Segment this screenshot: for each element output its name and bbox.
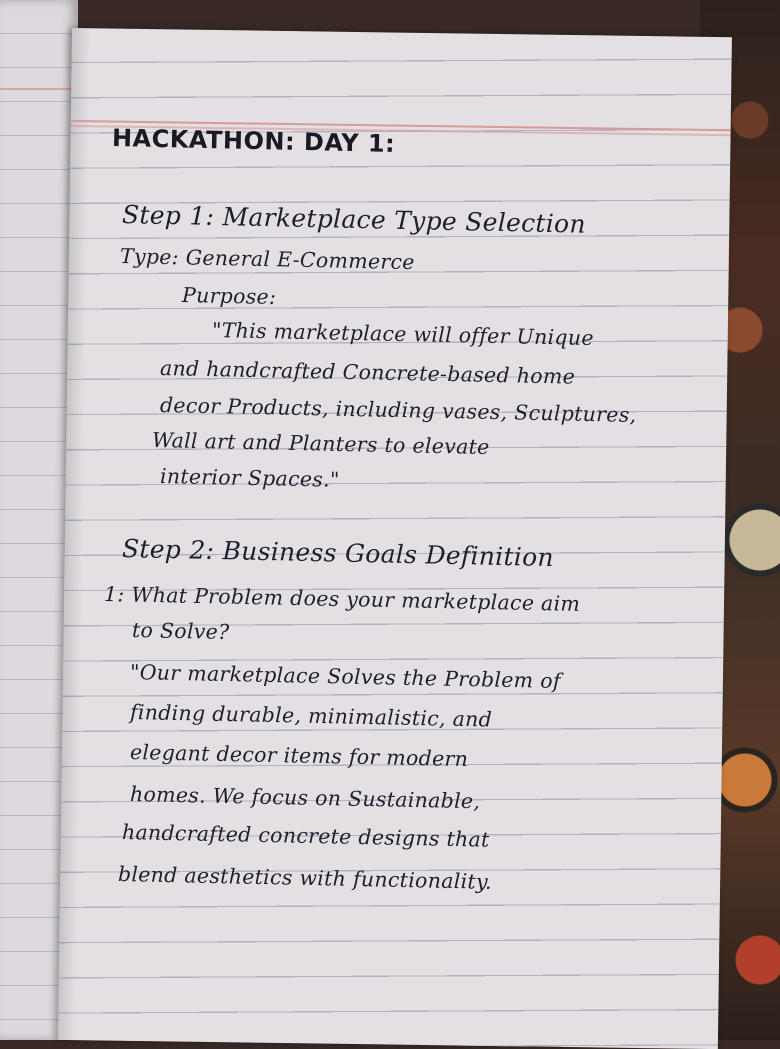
step2-question-line: 1: What Problem does your marketplace aim [103, 582, 581, 616]
step1-purpose-line: Wall art and Planters to elevate [151, 428, 490, 460]
step2-answer-line: blend aesthetics with functionality. [117, 862, 493, 894]
step2-heading: Step 2: Business Goals Definition [121, 534, 555, 573]
step2-answer-line: finding durable, minimalistic, and [129, 700, 493, 732]
step2-question-line: to Solve? [131, 618, 230, 645]
step2-answer-line: handcrafted concrete designs that [121, 820, 490, 852]
step1-heading: Step 1: Marketplace Type Selection [121, 200, 587, 239]
previous-page-margin-line [0, 88, 78, 90]
step1-type-line: Type: General E-Commerce [119, 244, 415, 275]
step1-purpose-line: and handcrafted Concrete-based home [159, 356, 576, 389]
step2-answer-line: homes. We focus on Sustainable, [129, 782, 481, 814]
step1-purpose-line: interior Spaces." [159, 464, 340, 492]
step2-answer-line: elegant decor items for modern [129, 740, 469, 772]
page-title: HACKATHON: DAY 1: [111, 124, 396, 158]
step2-answer-line: "Our marketplace Solves the Problem of [129, 660, 562, 694]
step1-purpose-line: decor Products, including vases, Sculptures, [159, 393, 637, 427]
step1-purpose-line: "This marketplace will offer Unique [211, 318, 595, 350]
step1-purpose-label: Purpose: [181, 283, 277, 309]
